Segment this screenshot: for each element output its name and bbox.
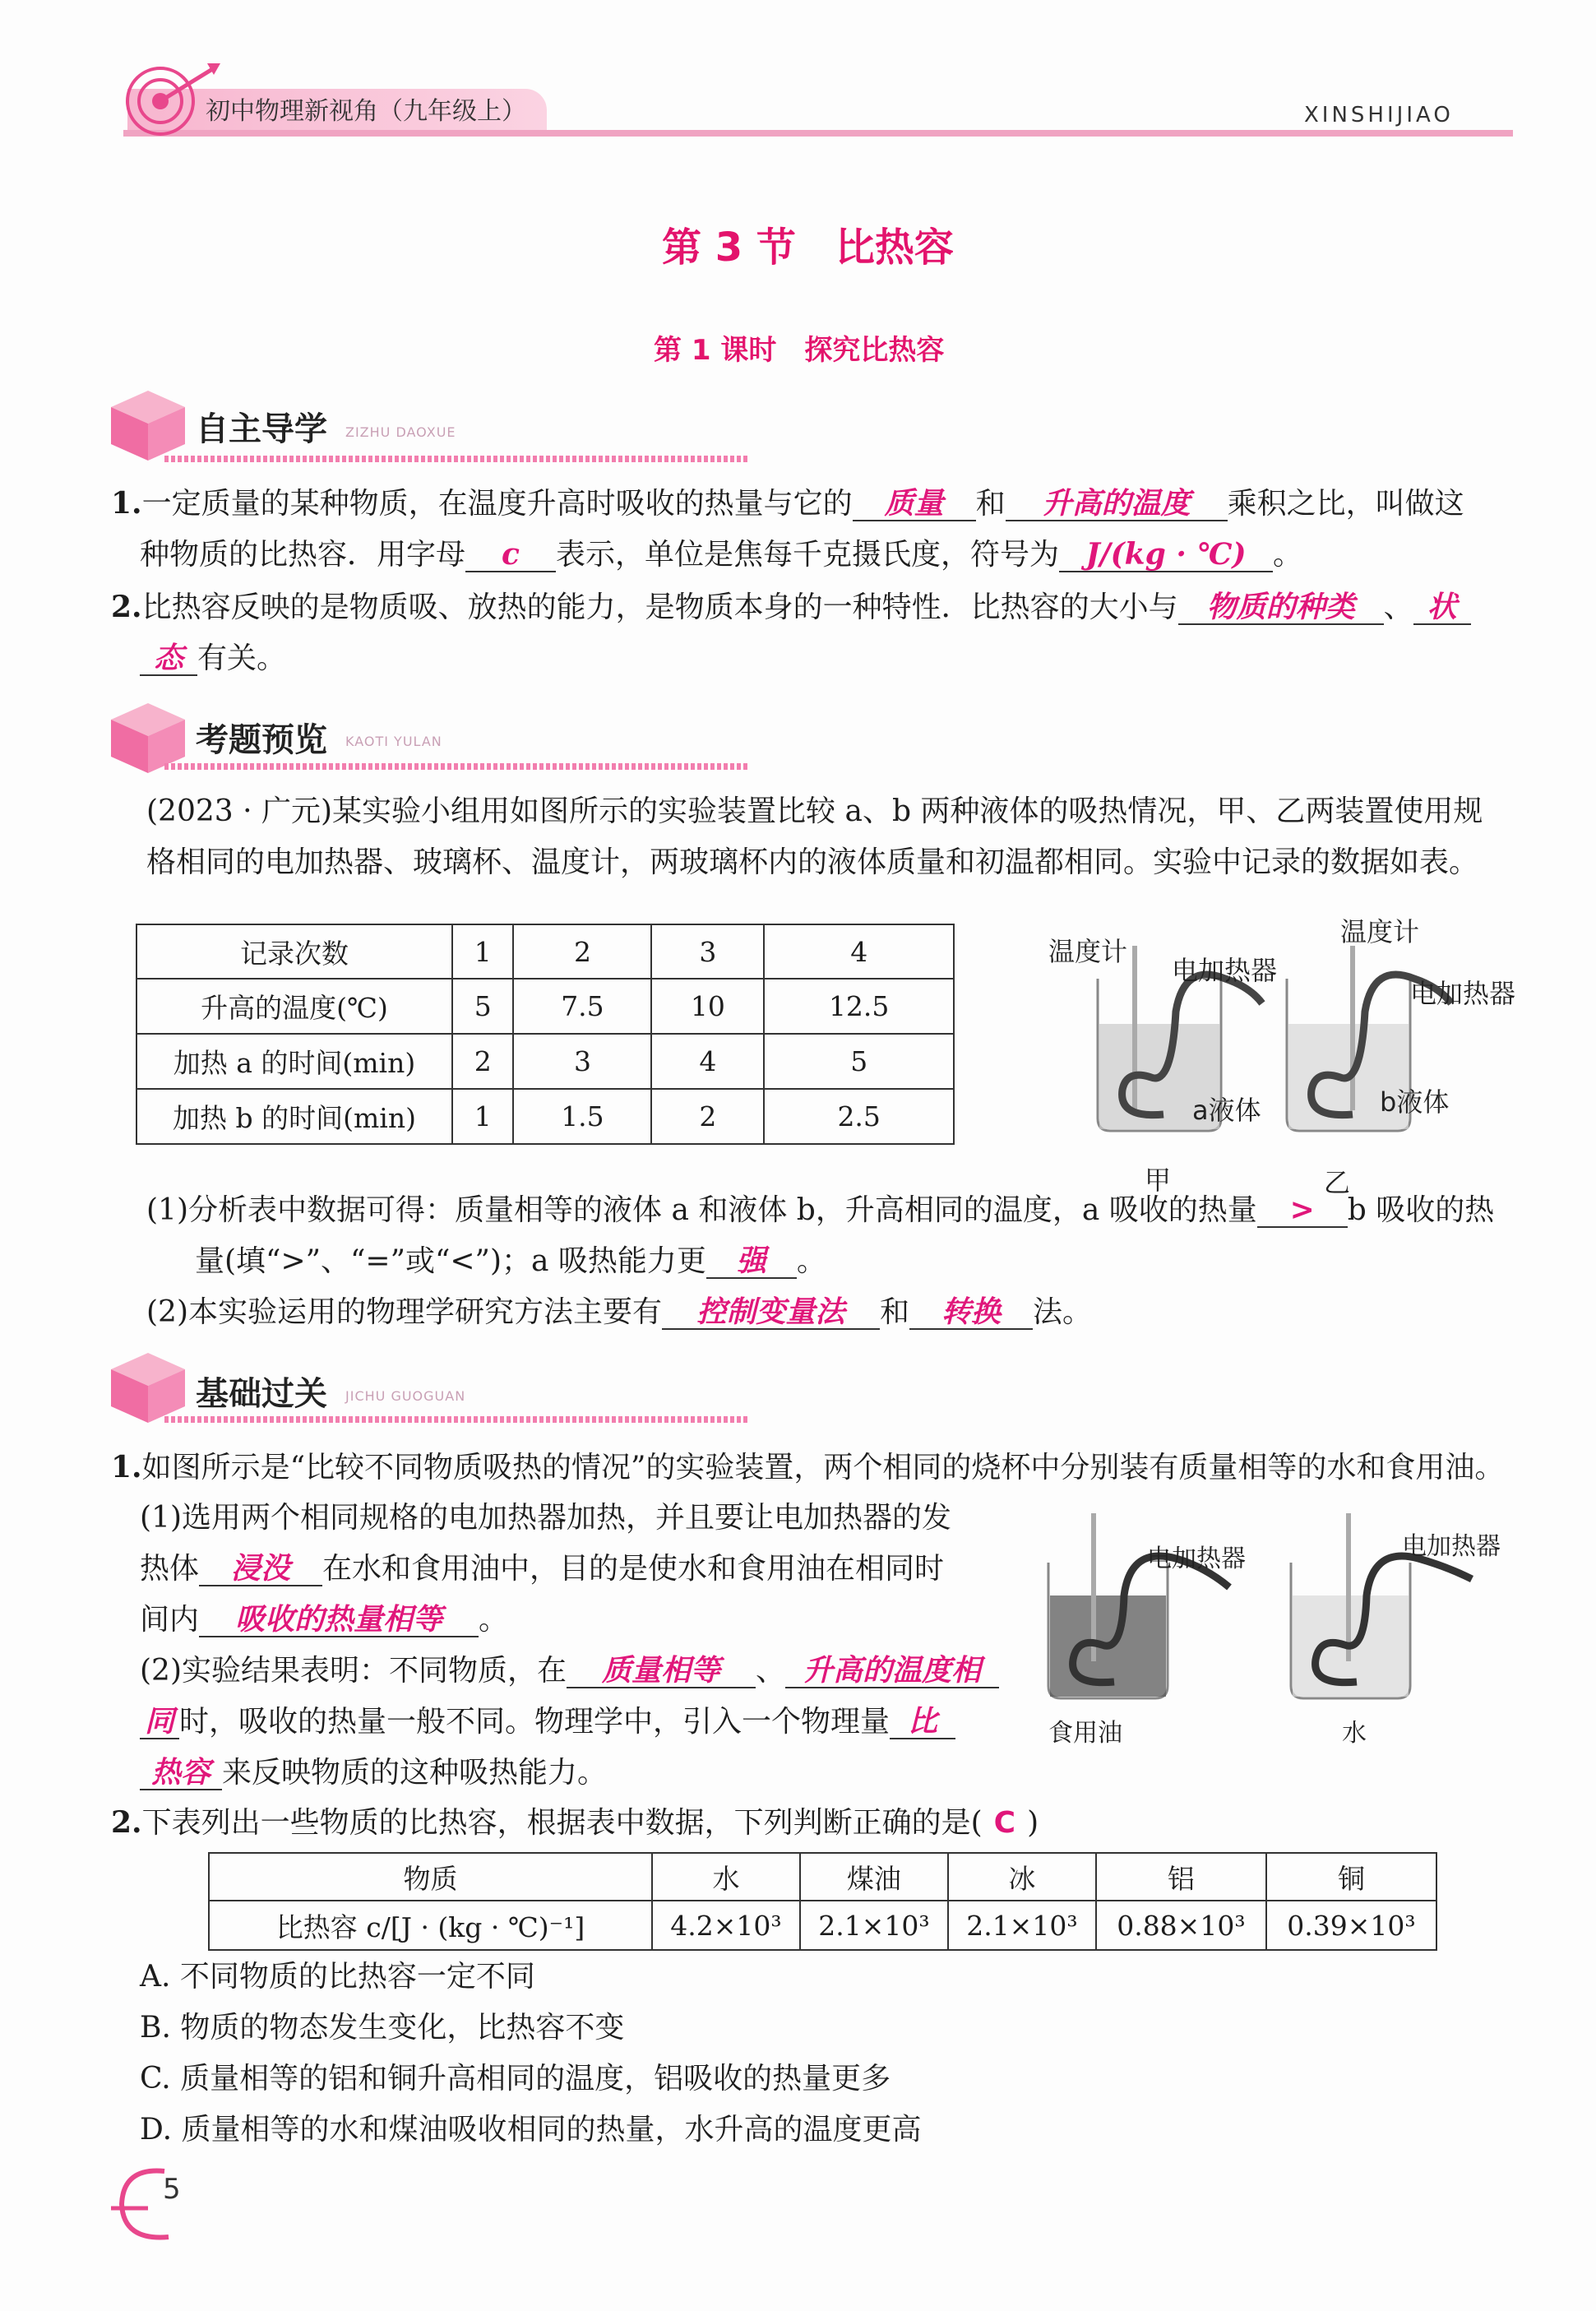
table-cell: 铝 [1096, 1853, 1266, 1901]
text: 、 [1383, 590, 1413, 624]
answer-blank[interactable] [199, 1551, 322, 1586]
page-corner-swirl-icon [107, 2159, 206, 2249]
heater-label: 电加热器 [1410, 978, 1516, 1009]
text: 表示，单位是焦每千克摄氏度，符号为 [556, 538, 1060, 572]
answer: 强 [736, 1243, 766, 1278]
answer-blank[interactable] [1178, 592, 1384, 625]
table-cell: 5 [452, 979, 513, 1034]
text: b 吸收的热 [1347, 1193, 1495, 1227]
text: 时，吸收的热量一般不同。物理学中，引入一个物理量 [179, 1705, 891, 1739]
liquid-label: a液体 [1192, 1095, 1261, 1126]
kaoti-p1-line1 [146, 1184, 1494, 1237]
answer-blank[interactable] [662, 1294, 880, 1330]
table-cell: 2.1×10³ [948, 1901, 1096, 1950]
answer: 热容 [150, 1755, 210, 1790]
answer: c [502, 537, 520, 572]
answer: 状 [1427, 590, 1457, 624]
zizhu-q1-line1 [111, 477, 1464, 530]
text: 来反映物质的这种吸热能力。 [222, 1756, 608, 1790]
book-title: 初中物理新视角（九年级上） [206, 97, 526, 126]
answer-blank[interactable] [785, 1653, 999, 1688]
heater-label: 电加热器 [1172, 955, 1278, 986]
text: 和 [880, 1295, 910, 1329]
table-cell: 0.88×10³ [1096, 1901, 1266, 1950]
answer-blank[interactable] [909, 1294, 1033, 1330]
option-b[interactable]: B. 物质的物态发生变化，比热容不变 [140, 2011, 625, 2045]
table-cell: 2 [651, 1089, 764, 1144]
answer-blank[interactable] [1059, 537, 1273, 572]
table-cell: 4 [651, 1034, 764, 1089]
brand-name: XINSHIJIAO [1304, 103, 1454, 127]
heater-label: 电加热器 [1147, 1545, 1246, 1573]
answer-blank[interactable] [140, 1755, 222, 1790]
answer-blank[interactable] [199, 1602, 479, 1637]
table-cell: 4 [764, 924, 954, 979]
answer: C [993, 1806, 1016, 1840]
answer-blank[interactable] [1006, 486, 1228, 521]
table-row [136, 924, 954, 979]
text: 一定质量的某种物质，在温度升高时吸收的热量与它的 [141, 487, 853, 521]
section-title-text: 考题预览 [196, 721, 327, 759]
text: 比热容反映的是物质吸、放热的能力，是物质本身的一种特性．比热容的大小与 [141, 590, 1178, 624]
table-row [136, 979, 954, 1034]
table-cell: 比热容 c/[J · (kg · ℃)⁻¹] [209, 1901, 652, 1950]
text: 。 [1273, 538, 1303, 572]
question-number: 1. [111, 1450, 142, 1484]
water-label: 水 [1342, 1719, 1367, 1748]
kaoti-p2 [146, 1286, 1092, 1339]
text: 热体 [140, 1552, 200, 1586]
answer-blank[interactable] [140, 643, 197, 676]
liquid-label: b液体 [1380, 1086, 1450, 1118]
section-rule [164, 456, 748, 462]
table-row [209, 1853, 1436, 1901]
answer: 转换 [941, 1294, 1002, 1329]
text: ) [1027, 1806, 1039, 1840]
oil-label: 食用油 [1048, 1719, 1122, 1748]
text: (1)分析表中数据可得：质量相等的液体 a 和液体 b，升高相同的温度，a 吸收的热量 [146, 1193, 1257, 1227]
text: 间内 [140, 1603, 200, 1637]
table-cell: 5 [764, 1034, 954, 1089]
answer: 浸没 [231, 1551, 291, 1586]
text: 。 [796, 1244, 826, 1278]
figure-label: 甲 [1145, 1165, 1172, 1196]
text: (2)实验结果表明：不同物质，在 [140, 1654, 567, 1688]
answer-blank[interactable] [140, 1704, 179, 1739]
table-cell: 煤油 [800, 1853, 948, 1901]
answer-blank[interactable] [706, 1243, 797, 1279]
answer: 控制变量法 [696, 1294, 845, 1329]
question-number: 1. [111, 486, 142, 521]
table-cell: 1 [452, 1089, 513, 1144]
table-cell: 2.5 [764, 1089, 954, 1144]
answer-blank[interactable] [465, 537, 556, 572]
kaoti-data-table [136, 924, 955, 1145]
table-cell: 4.2×10³ [652, 1901, 800, 1950]
table-cell: 3 [513, 1034, 651, 1089]
answer: 比 [908, 1704, 938, 1739]
cube-icon [107, 1349, 189, 1427]
text: 、 [756, 1654, 786, 1688]
text: 在水和食用油中，目的是使水和食用油在相同时 [322, 1552, 945, 1586]
text: 如图所示是“比较不同物质吸热的情况”的实验装置，两个相同的烧杯中分别装有质量相等的水和食用油。 [141, 1451, 1505, 1484]
table-cell: 12.5 [764, 979, 954, 1034]
cube-icon [107, 387, 189, 465]
table-row [136, 1034, 954, 1089]
table-cell: 物质 [209, 1853, 652, 1901]
option-a[interactable]: A. 不同物质的比热容一定不同 [140, 1960, 535, 1994]
text: 种物质的比热容．用字母 [140, 538, 466, 572]
jichu-q1-p2-line1 [140, 1645, 999, 1697]
kaoti-intro-2: 格相同的电加热器、玻璃杯、温度计，两玻璃杯内的液体质量和初温都相同。实验中记录的数据如表。 [146, 845, 1479, 879]
jichu-q1-p2-line3 [140, 1747, 607, 1799]
zizhu-q2-line1 [111, 581, 1471, 634]
table-cell: 3 [651, 924, 764, 979]
header-band [123, 130, 1513, 137]
text: 。 [479, 1603, 509, 1637]
table-cell: 1 [452, 924, 513, 979]
section-title: 第 3 节 比热容 [662, 225, 954, 271]
text: 乘积之比，叫做这 [1227, 487, 1464, 521]
kaoti-p1-line2 [195, 1235, 826, 1288]
section-rule [164, 1416, 748, 1423]
answer: 质量 [884, 486, 944, 521]
table-cell: 升高的温度(℃) [136, 979, 452, 1034]
table-cell: 铜 [1266, 1853, 1436, 1901]
text: 下表列出一些物质的比热容，根据表中数据，下列判断正确的是( [141, 1806, 983, 1840]
answer: 吸收的热量相等 [235, 1602, 443, 1637]
page-number: 5 [163, 2173, 181, 2206]
answer-blank[interactable] [567, 1653, 756, 1688]
answer: 态 [153, 641, 183, 675]
answer: 升高的温度相 [803, 1653, 982, 1688]
table-cell: 冰 [948, 1853, 1096, 1901]
jichu-q1-p1-line2 [140, 1543, 944, 1595]
text: (2)本实验运用的物理学研究方法主要有 [146, 1295, 662, 1329]
table-row [209, 1901, 1436, 1950]
question-number: 2. [111, 1805, 142, 1840]
option-d[interactable]: D. 质量相等的水和煤油吸收相同的热量，水升高的温度更高 [140, 2113, 922, 2147]
section-subtitle-text: KAOTI YULAN [345, 734, 442, 749]
thermometer-label: 温度计 [1340, 916, 1420, 947]
table-cell: 7.5 [513, 979, 651, 1034]
specific-heat-table [208, 1852, 1437, 1951]
option-c[interactable]: C. 质量相等的铝和铜升高相同的温度，铝吸收的热量更多 [140, 2062, 891, 2096]
jichu-q1-p1-line1: (1)选用两个相同规格的电加热器加热，并且要让电加热器的发 [140, 1501, 951, 1535]
answer-blank[interactable] [853, 486, 976, 521]
section-rule [164, 763, 748, 770]
heater-label: 电加热器 [1402, 1532, 1501, 1561]
table-cell: 水 [652, 1853, 800, 1901]
section-title-text: 基础过关 [196, 1375, 327, 1413]
answer-blank[interactable] [1413, 592, 1471, 625]
zizhu-q2-line2 [140, 632, 286, 685]
thermometer-label: 温度计 [1048, 936, 1128, 967]
zizhu-q1-line2 [140, 529, 1302, 581]
table-row [136, 1089, 954, 1144]
text: 有关。 [197, 641, 287, 675]
jichu-q2-stem [111, 1796, 1039, 1850]
table-cell: 10 [651, 979, 764, 1034]
kaoti-intro-1: (2023 · 广元)某实验小组用如图所示的实验装置比较 a、b 两种液体的吸热情况，甲、乙两装置使用规 [146, 794, 1483, 828]
answer: > [1289, 1193, 1315, 1227]
table-cell: 2 [452, 1034, 513, 1089]
lesson-subtitle: 第 1 课时 探究比热容 [654, 334, 945, 367]
answer: 质量相等 [601, 1653, 720, 1688]
table-cell: 加热 b 的时间(min) [136, 1089, 452, 1144]
table-cell: 0.39×10³ [1266, 1901, 1436, 1950]
answer: 升高的温度 [1042, 486, 1191, 521]
answer-blank[interactable] [890, 1704, 955, 1739]
section-subtitle-text: ZIZHU DAOXUE [345, 424, 456, 440]
table-cell: 记录次数 [136, 924, 452, 979]
question-number: 2. [111, 590, 142, 624]
section-subtitle-text: JICHU GUOGUAN [345, 1388, 466, 1404]
table-cell: 加热 a 的时间(min) [136, 1034, 452, 1089]
jichu-q1-stem [111, 1441, 1504, 1494]
jichu-q1-p2-line2 [140, 1696, 955, 1748]
jichu-q1-p1-line3 [140, 1594, 508, 1646]
table-cell: 2.1×10³ [800, 1901, 948, 1950]
answer: J/(kg · ℃) [1085, 537, 1247, 572]
answer: 同 [144, 1704, 174, 1739]
section-title-text: 自主导学 [196, 410, 327, 448]
text: 和 [975, 487, 1006, 521]
answer-blank[interactable] [1257, 1195, 1348, 1228]
answer: 物质的种类 [1206, 590, 1355, 624]
text: 量(填“>”、“=”或“<”)；a 吸热能力更 [195, 1244, 706, 1278]
text: 法。 [1033, 1295, 1093, 1329]
table-cell: 2 [513, 924, 651, 979]
table-cell: 1.5 [513, 1089, 651, 1144]
figure-label: 乙 [1324, 1167, 1351, 1198]
